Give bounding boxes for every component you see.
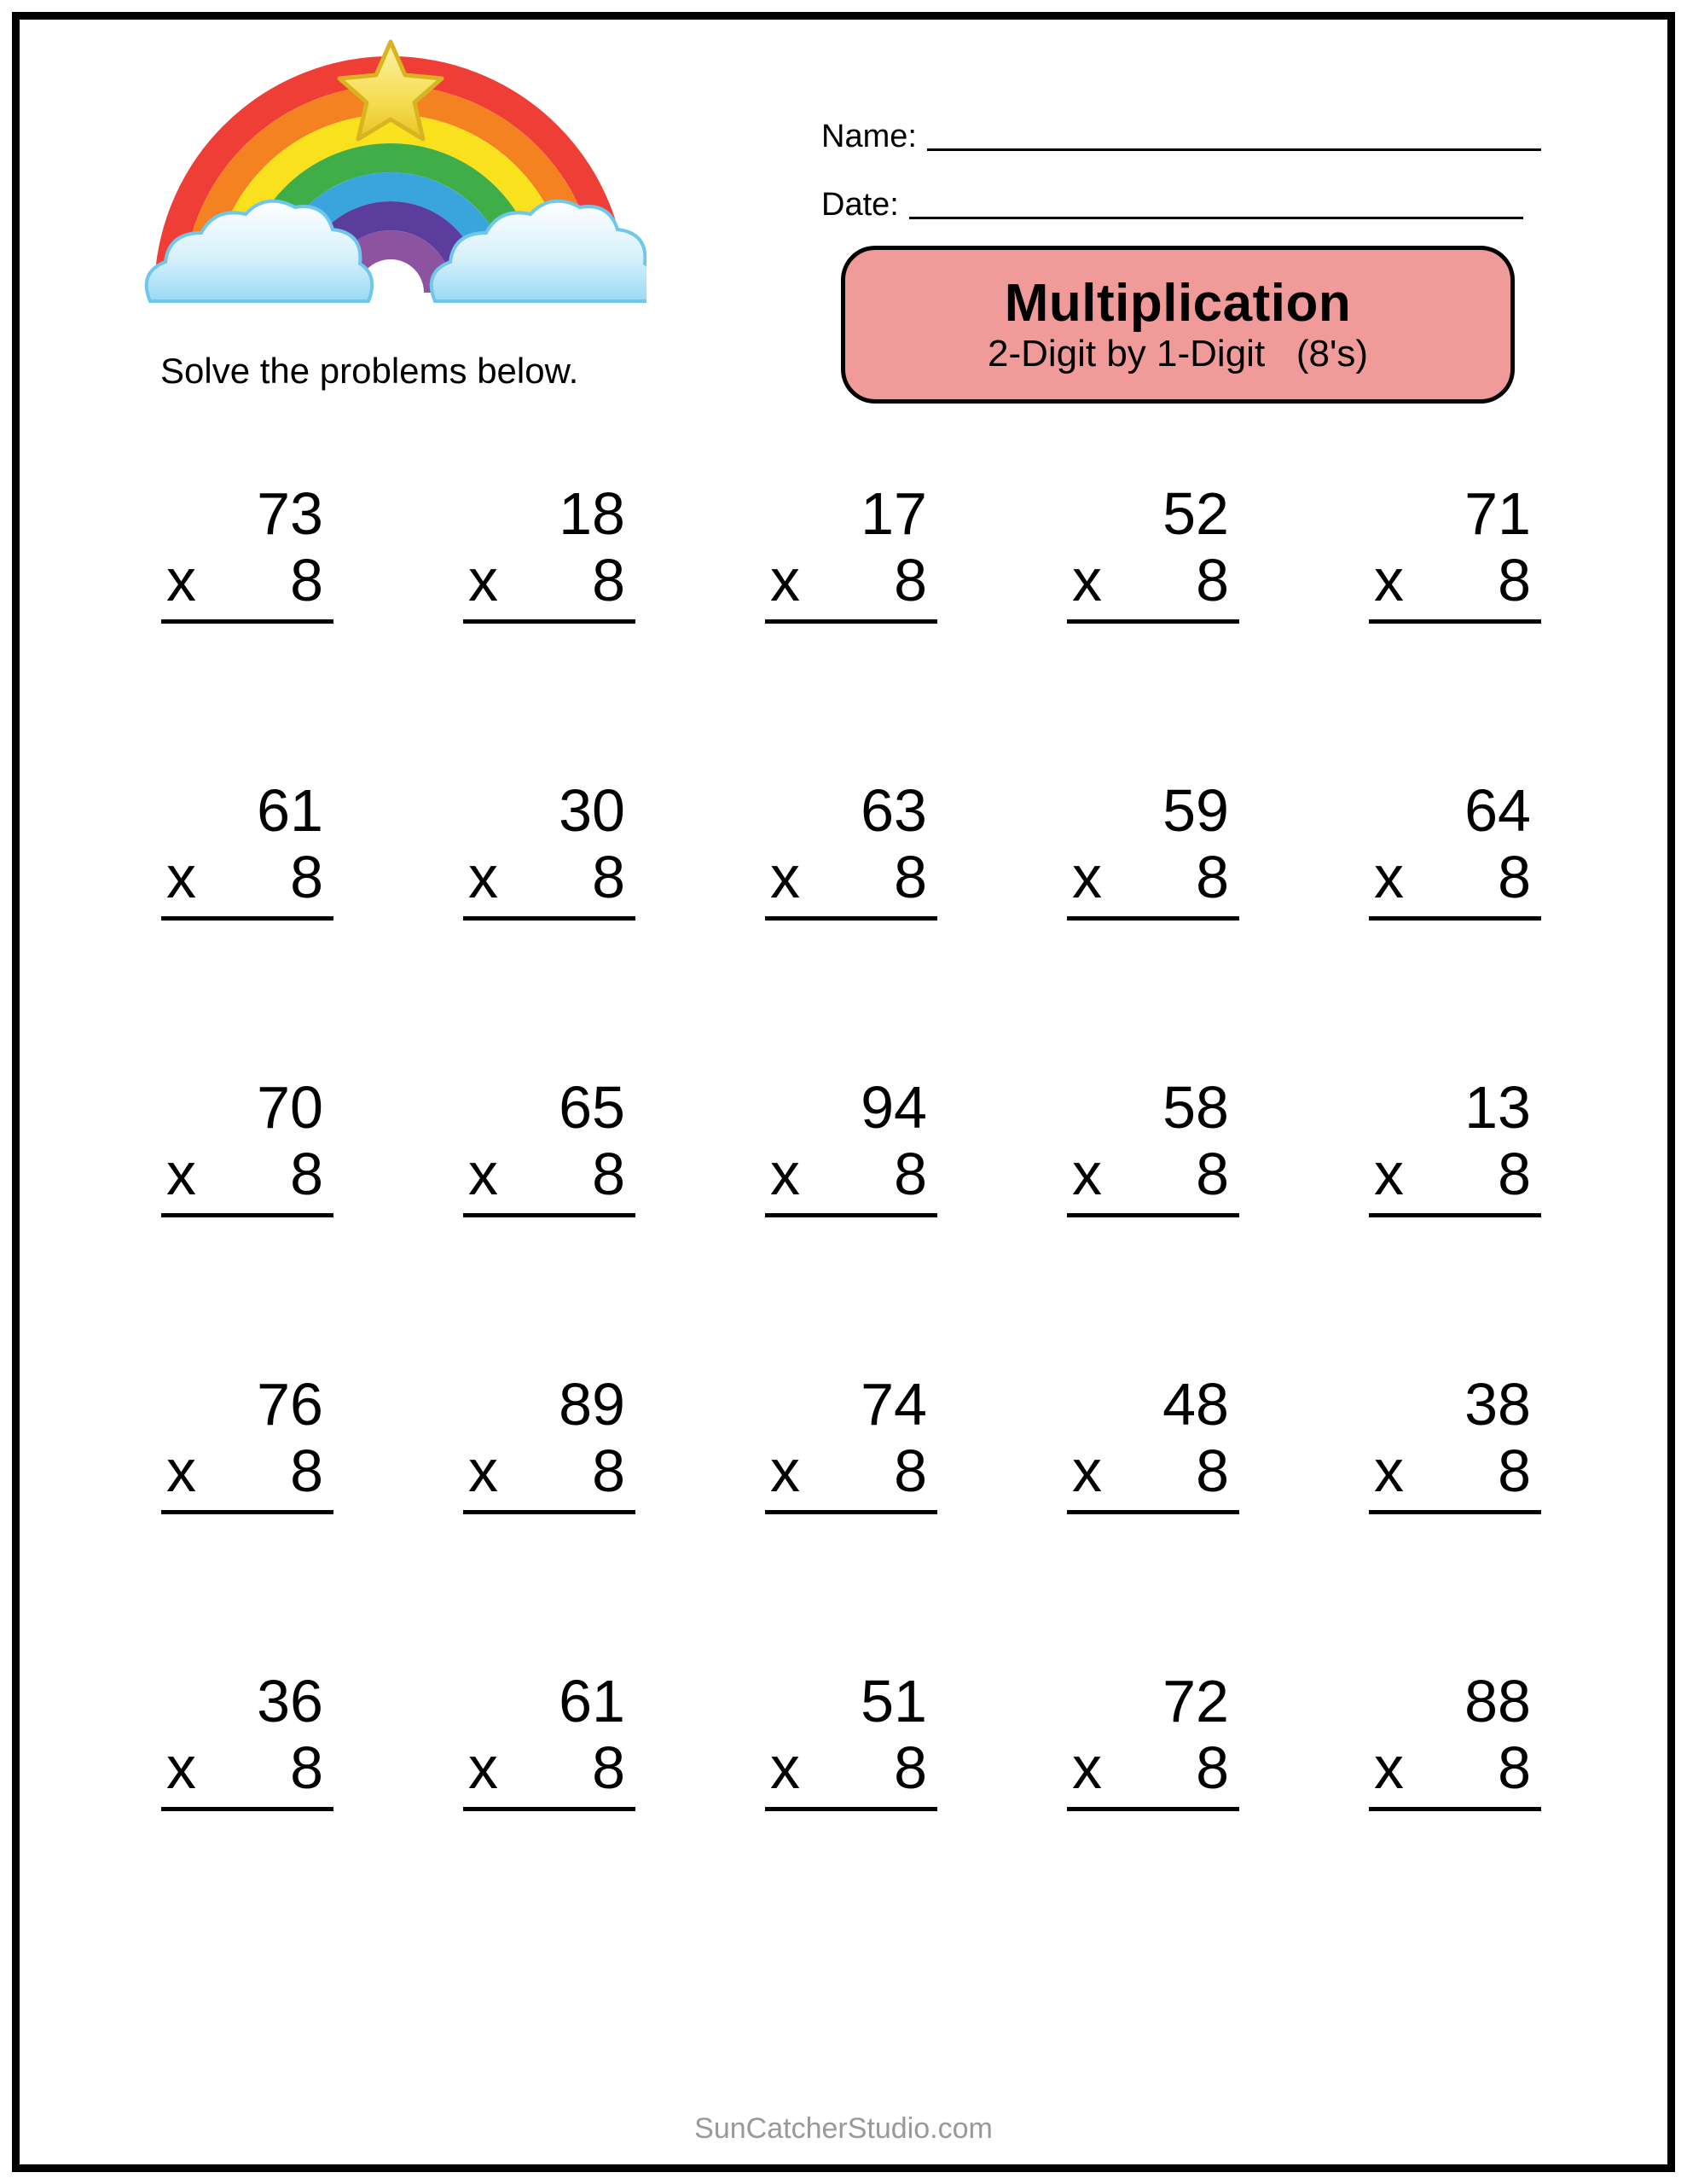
date-label: Date: — [821, 187, 899, 224]
multiplier: 8 — [894, 1141, 927, 1208]
multiplicand: 61 — [559, 1668, 625, 1734]
rainbow-decoration — [109, 37, 655, 391]
operator-sign: x — [166, 1141, 196, 1208]
multiplicand: 18 — [559, 480, 625, 547]
operator-sign: x — [166, 1734, 196, 1802]
multiplier: 8 — [592, 1438, 625, 1505]
problem-item — [1304, 480, 1606, 777]
worksheet-header — [20, 20, 1667, 429]
multiplier-row — [765, 547, 937, 623]
multiplicand: 63 — [861, 777, 927, 844]
operator-sign: x — [770, 1141, 800, 1208]
problem-item — [96, 1074, 398, 1371]
problem-item — [96, 777, 398, 1074]
problem-item — [700, 1668, 1002, 1965]
rainbow-star-clouds-icon — [135, 37, 646, 352]
multiplier: 8 — [894, 547, 927, 614]
multiplicand: 64 — [1464, 777, 1531, 844]
name-label: Name: — [821, 119, 917, 155]
multiplicand: 30 — [559, 777, 625, 844]
multiplier-row — [765, 844, 937, 920]
multiplicand: 72 — [1162, 1668, 1229, 1734]
instruction-text: Solve the problems below. — [160, 351, 579, 391]
operator-sign: x — [468, 547, 498, 614]
operator-sign: x — [1374, 547, 1404, 614]
multiplicand: 13 — [1464, 1074, 1531, 1141]
multiplicand: 73 — [257, 480, 323, 547]
multiplier-row — [1067, 1438, 1239, 1513]
worksheet-title: Multiplication — [1004, 273, 1352, 333]
problem-item — [1002, 1371, 1304, 1668]
multiplier-row — [1067, 1141, 1239, 1217]
operator-sign: x — [166, 547, 196, 614]
multiplier-row — [161, 1734, 333, 1810]
problem-item — [700, 480, 1002, 777]
multiplier: 8 — [1196, 1734, 1229, 1802]
multiplier: 8 — [894, 1734, 927, 1802]
multiplicand: 59 — [1162, 777, 1229, 844]
operator-sign: x — [1072, 844, 1102, 911]
multiplier: 8 — [592, 1141, 625, 1208]
operator-sign: x — [770, 1438, 800, 1505]
multiplier: 8 — [592, 547, 625, 614]
problem-item — [96, 480, 398, 777]
operator-sign: x — [166, 1438, 196, 1505]
multiplier-row — [463, 1141, 635, 1217]
multiplier: 8 — [290, 1734, 323, 1802]
operator-sign: x — [1374, 1141, 1404, 1208]
multiplicand: 61 — [257, 777, 323, 844]
multiplier-row — [765, 1141, 937, 1217]
date-input-line[interactable] — [909, 191, 1523, 219]
multiplicand: 71 — [1464, 480, 1531, 547]
name-input-line[interactable] — [927, 123, 1541, 151]
problem-item — [1002, 777, 1304, 1074]
operator-sign: x — [1374, 1734, 1404, 1802]
multiplier: 8 — [290, 1141, 323, 1208]
operator-sign: x — [468, 1438, 498, 1505]
problem-item — [1002, 1668, 1304, 1965]
operator-sign: x — [1374, 1438, 1404, 1505]
multiplier: 8 — [290, 547, 323, 614]
problem-item — [700, 1074, 1002, 1371]
multiplier-row — [1067, 547, 1239, 623]
multiplier-row — [463, 844, 635, 920]
multiplicand: 89 — [559, 1371, 625, 1438]
problem-item — [1304, 1371, 1606, 1668]
multiplicand: 17 — [861, 480, 927, 547]
multiplicand: 58 — [1162, 1074, 1229, 1141]
problem-item — [398, 1668, 700, 1965]
multiplicand: 48 — [1162, 1371, 1229, 1438]
problem-item — [1002, 480, 1304, 777]
multiplier-row — [1067, 1734, 1239, 1810]
problem-item — [1304, 777, 1606, 1074]
multiplicand: 88 — [1464, 1668, 1531, 1734]
multiplier: 8 — [1498, 547, 1531, 614]
footer-credit: SunCatcherStudio.com — [694, 2112, 993, 2145]
multiplier-row — [161, 1438, 333, 1513]
multiplier: 8 — [592, 1734, 625, 1802]
multiplicand: 36 — [257, 1668, 323, 1734]
multiplier-row — [463, 1734, 635, 1810]
problem-item — [398, 1371, 700, 1668]
operator-sign: x — [468, 1734, 498, 1802]
multiplier-row — [463, 1438, 635, 1513]
worksheet-sheet — [20, 20, 1667, 2164]
operator-sign: x — [770, 1734, 800, 1802]
operator-sign: x — [1072, 1734, 1102, 1802]
operator-sign: x — [468, 844, 498, 911]
multiplicand: 70 — [257, 1074, 323, 1141]
multiplier: 8 — [1498, 1141, 1531, 1208]
multiplier-row — [1369, 1141, 1541, 1217]
multiplier-row — [161, 547, 333, 623]
problem-item — [96, 1371, 398, 1668]
multiplier-row — [161, 844, 333, 920]
problem-grid — [96, 480, 1606, 1965]
problem-item — [700, 777, 1002, 1074]
operator-sign: x — [770, 844, 800, 911]
problem-item — [398, 1074, 700, 1371]
multiplier: 8 — [1196, 844, 1229, 911]
multiplier: 8 — [894, 1438, 927, 1505]
multiplier: 8 — [290, 844, 323, 911]
multiplier: 8 — [1196, 1141, 1229, 1208]
multiplicand: 65 — [559, 1074, 625, 1141]
operator-sign: x — [1072, 1438, 1102, 1505]
multiplicand: 51 — [861, 1668, 927, 1734]
multiplicand: 76 — [257, 1371, 323, 1438]
multiplier-row — [1369, 547, 1541, 623]
multiplier: 8 — [1498, 1438, 1531, 1505]
problem-item — [1304, 1074, 1606, 1371]
multiplier-row — [1067, 844, 1239, 920]
operator-sign: x — [1374, 844, 1404, 911]
multiplier: 8 — [894, 844, 927, 911]
problem-item — [398, 480, 700, 777]
operator-sign: x — [1072, 547, 1102, 614]
multiplicand: 94 — [861, 1074, 927, 1141]
multiplier: 8 — [1196, 1438, 1229, 1505]
multiplier-row — [1369, 1734, 1541, 1810]
multiplier-row — [765, 1438, 937, 1513]
multiplier-row — [765, 1734, 937, 1810]
multiplier: 8 — [290, 1438, 323, 1505]
operator-sign: x — [1072, 1141, 1102, 1208]
multiplier-row — [1369, 844, 1541, 920]
multiplier-row — [463, 547, 635, 623]
problem-item — [1002, 1074, 1304, 1371]
multiplier: 8 — [1196, 547, 1229, 614]
multiplier-row — [161, 1141, 333, 1217]
worksheet-subtitle: 2-Digit by 1-Digit (8's) — [987, 332, 1369, 375]
multiplier: 8 — [592, 844, 625, 911]
problem-item — [96, 1668, 398, 1965]
problem-item — [700, 1371, 1002, 1668]
multiplicand: 52 — [1162, 480, 1229, 547]
multiplier: 8 — [1498, 844, 1531, 911]
name-field-row — [821, 118, 1541, 155]
problem-item — [398, 777, 700, 1074]
multiplier: 8 — [1498, 1734, 1531, 1802]
multiplicand: 38 — [1464, 1371, 1531, 1438]
problem-item — [1304, 1668, 1606, 1965]
multiplicand: 74 — [861, 1371, 927, 1438]
operator-sign: x — [770, 547, 800, 614]
operator-sign: x — [468, 1141, 498, 1208]
operator-sign: x — [166, 844, 196, 911]
title-banner — [841, 246, 1515, 404]
date-field-row — [821, 186, 1523, 224]
multiplier-row — [1369, 1438, 1541, 1513]
